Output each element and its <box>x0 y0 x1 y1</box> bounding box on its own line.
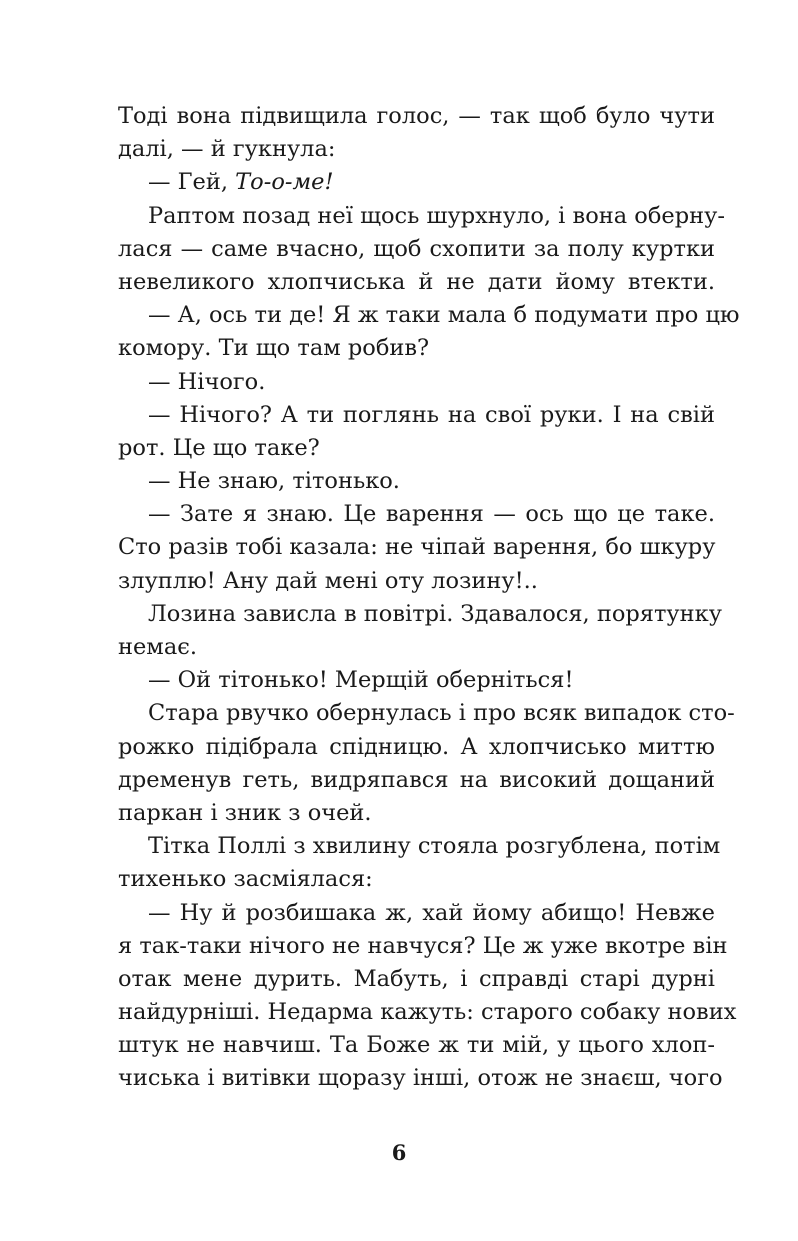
text-line <box>118 432 715 465</box>
text-line <box>118 1062 723 1095</box>
body-text <box>118 100 740 1096</box>
text-line-content: Лозина зависла в повітрі. Здавалося, порятунку <box>148 600 722 627</box>
text-line <box>118 830 721 863</box>
text-line <box>118 531 715 564</box>
text-line-content: далі, — й гукнула: <box>118 136 336 163</box>
italic-name: То-о-ме! <box>235 169 334 196</box>
text-line <box>118 366 715 399</box>
text-line <box>118 1029 715 1062</box>
text-line <box>118 498 715 531</box>
text-line-content: лася — саме вчасно, щоб схопити за полу куртки <box>118 235 715 262</box>
text-line <box>118 332 715 365</box>
text-line-content: — Ой тітонько! Мерщій оберніться! <box>148 667 574 694</box>
text-line <box>118 731 715 764</box>
text-line <box>118 631 715 664</box>
text-line-content: немає. <box>118 634 197 660</box>
text-line-content: — Нічого? А ти поглянь на свої руки. І на свій <box>148 401 715 428</box>
text-line-content: чиська і витівки щоразу інші, отож не знаєш, чого <box>118 1065 723 1092</box>
text-line-content: Раптом позад неї щось шурхнуло, і вона оберну- <box>148 202 725 229</box>
text-line-content: невеликого хлопчиська й не дати йому втекти. <box>118 268 715 295</box>
text-line-content: дременув геть, видряпався на високий дощаний <box>118 766 715 793</box>
text-line <box>118 996 737 1029</box>
text-line <box>118 664 715 697</box>
text-line <box>118 266 715 299</box>
page-number: 6 <box>391 1140 407 1165</box>
text-line-content: рот. Це що таке? <box>118 434 320 461</box>
text-line <box>118 200 725 233</box>
text-line-content: — Ну й розбишака ж, хай йому абищо! Невже <box>148 899 715 926</box>
text-line <box>118 897 715 930</box>
text-line <box>118 697 735 730</box>
text-line-content: — А, ось ти де! Я ж таки мала б подумати про цю <box>148 302 740 329</box>
text-line <box>118 565 715 598</box>
text-line <box>118 930 728 963</box>
text-line <box>118 963 715 996</box>
text-line-content: рожко підібрала спідницю. А хлопчисько миттю <box>118 733 715 760</box>
text-line-content: Стара рвучко обернулась і про всяк випадок сто- <box>148 700 735 727</box>
text-line-content: найдурніші. Недарма кажуть: старого собаку нових <box>118 999 737 1026</box>
text-line <box>118 133 715 166</box>
text-line-content: Тоді вона підвищила голос, — так щоб було чути <box>118 103 715 129</box>
text-line-content: злуплю! Ану дай мені оту лозину!.. <box>118 567 538 594</box>
text-line-content: отак мене дурить. Мабуть, і справді старі дурні <box>118 965 715 992</box>
text-line-content: — Не знаю, тітонько. <box>148 468 400 495</box>
text-line-content: комору. Ти що там робив? <box>118 335 430 362</box>
text-line-content: тихенько засміялася: <box>118 866 373 893</box>
text-line <box>118 299 740 332</box>
text-line <box>118 166 715 199</box>
text-line <box>118 465 715 498</box>
text-line-content: — Зате я знаю. Це варення — ось що це таке. <box>148 501 715 528</box>
text-line <box>118 100 715 133</box>
text-line <box>118 797 715 830</box>
text-line-content: Тітка Поллі з хвилину стояла розгублена, потім <box>148 833 721 860</box>
text-line <box>118 233 715 266</box>
text-line-content: штук не навчиш. Та Боже ж ти мій, у цього хлоп- <box>118 1032 715 1059</box>
text-line <box>118 399 715 432</box>
text-line <box>118 598 722 631</box>
text-line-content: я так-таки нічого не навчуся? Це ж уже вкотре він <box>118 932 728 959</box>
text-line-content: — Нічого. <box>148 368 266 395</box>
text-line-content: — Гей, <box>148 169 236 196</box>
text-line-content: Сто разів тобі казала: не чіпай варення, бо шкуру <box>118 534 716 561</box>
text-line <box>118 863 715 896</box>
text-line-content: паркан і зник з очей. <box>118 799 372 826</box>
text-line <box>118 764 715 797</box>
